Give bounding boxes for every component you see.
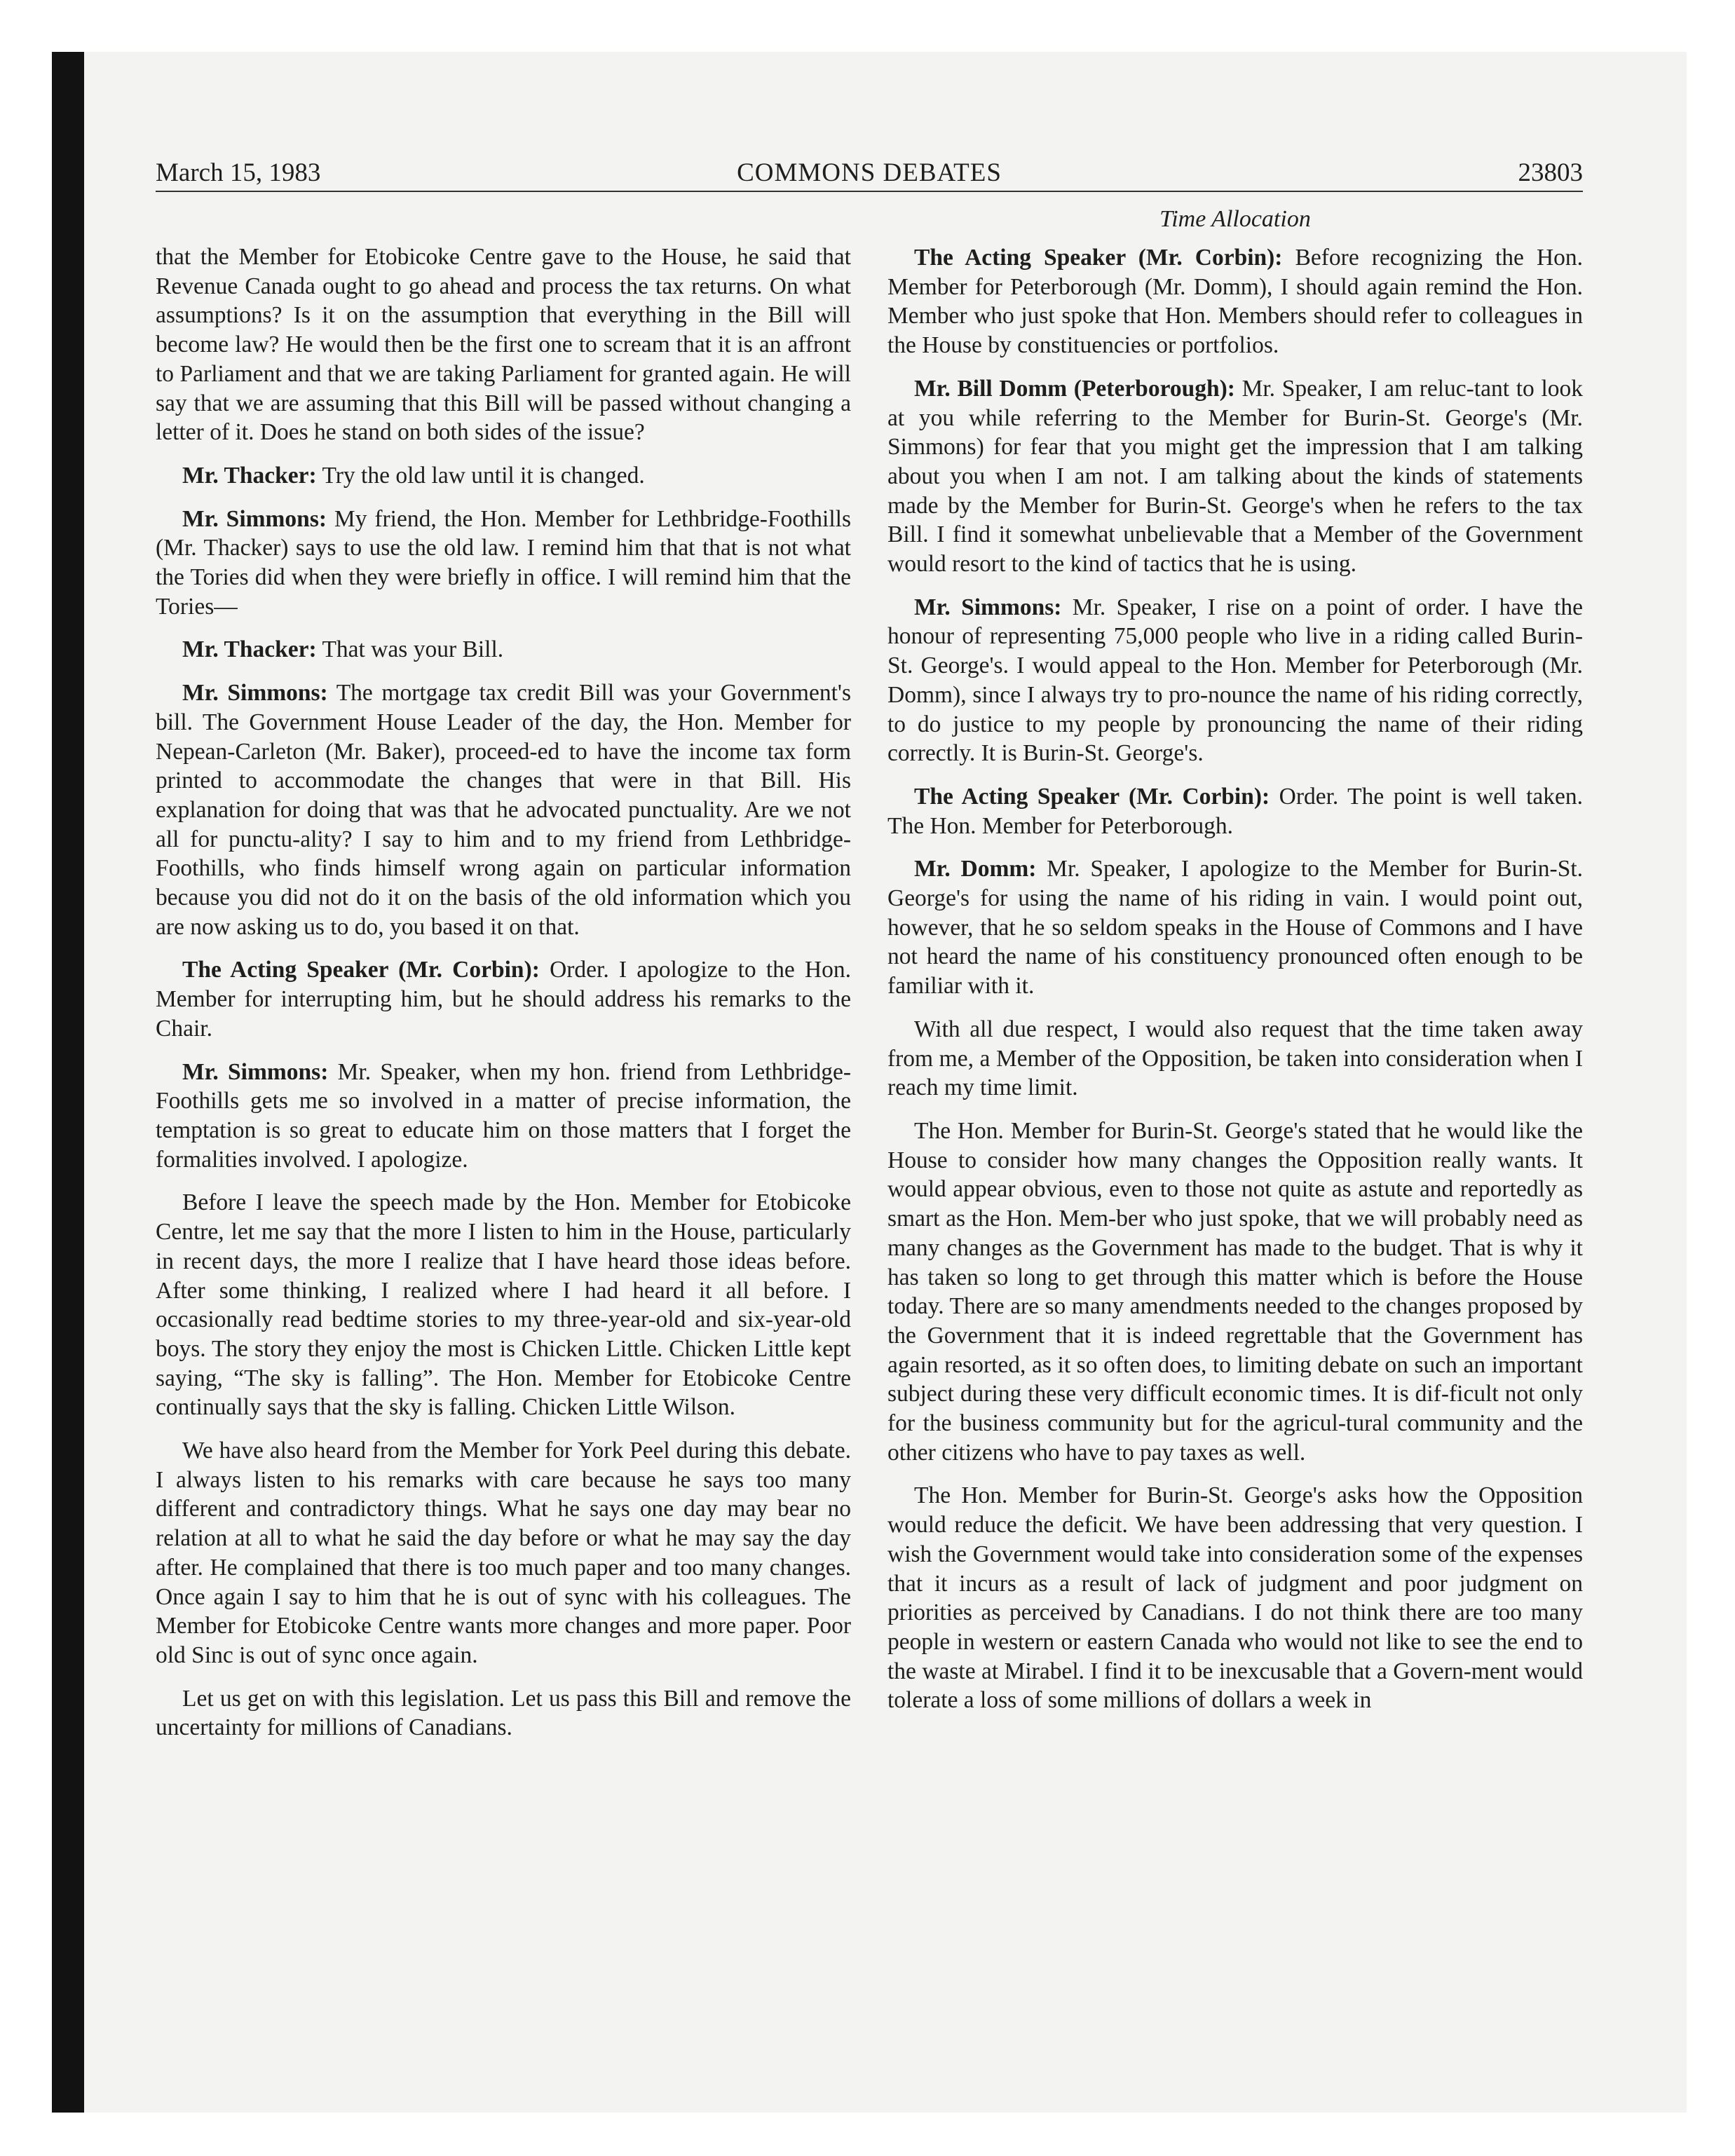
paragraph-text: The mortgage tax credit Bill was your Government's bill. The Government House Leader of the day, the Hon. Member for Nepean-Carleton (Mr. Baker), proceed-ed to have the income tax form printed to accommodate the changes that were in that Bill. His explanation for doing that was that he advocated punctuality. Are we not all for punctu-ality? I say to him and to my friend from Lethbridge-Foothills, who finds himself wrong again on particular information because you did not do it on the basis of the old information which you are now asking us to do, you based it on that.: [156, 680, 851, 940]
paragraph: [887, 854, 1583, 1001]
speaker-name: The Acting Speaker (Mr. Corbin):: [914, 245, 1283, 271]
paragraph-text: Mr. Speaker, I rise on a point of order. I have the honour of representing 75,000 people who live in a riding called Burin-St. George's. I would appeal to the Hon. Member for Peterborough (Mr. Domm), since I always try to pro-nounce the name of his riding correctly, to do justice to my people by pronouncing the name of their riding correctly. It is Burin-St. George's.: [887, 594, 1584, 767]
paragraph: [156, 955, 851, 1043]
speaker-name: Mr. Domm:: [914, 856, 1037, 882]
paragraph-text: Mr. Speaker, when my hon. friend from Lethbridge-Foothills gets me so involved in a matter of precise information, the temptation is so great to educate him on those matters that I forget the formalities involved. I apologize.: [156, 1058, 851, 1173]
paragraph-text: With all due respect, I would also request that the time taken away from me, a Member of the Opposition, be taken into consideration when I reach my time limit.: [887, 1016, 1583, 1101]
paragraph-text: Order. I apologize to the Hon. Member for interrupting him, but he should address his remarks to the Chair.: [156, 957, 852, 1042]
paragraph: [156, 635, 851, 664]
paragraph: [156, 243, 851, 447]
speaker-name: Mr. Simmons:: [914, 594, 1062, 620]
speaker-name: The Acting Speaker (Mr. Corbin):: [914, 783, 1270, 810]
paragraph-text: that the Member for Etobicoke Centre gave to the House, he said that Revenue Canada ought to go ahead and process the tax returns. On what assumptions? Is it on the assumption that everything in the Bill will become law? He would then be the first one to scream that it is an affront to Parliament and that we are taking Parliament for granted again. He will say that we are assuming that this Bill will be passed without changing a letter of it. Does he stand on both sides of the issue?: [156, 244, 851, 446]
header-publication: COMMONS DEBATES: [737, 158, 1002, 187]
paragraph-text: The Hon. Member for Burin-St. George's stated that he would like the House to consider how many changes the Opposition really wants. It would appear obvious, even to those not quite as astute and reportedly as smart as the Hon. Mem-ber who just spoke, that we will probably need as many changes as the Government has made to the budget. That is why it has taken so long to get through this matter which is before the House today. There are so many amendments needed to the changes proposed by the Government that it is indeed regrettable that the Government has again resorted, as it so often does, to limiting debate on such an important subject during these very difficult economic times. It is dif-ficult not only for the business community but for the agricul-tural community and the other citizens who have to pay taxes as well.: [887, 1117, 1583, 1466]
page-header: [156, 156, 1583, 191]
speaker-name: Mr. Simmons:: [182, 1058, 329, 1085]
left-column: [156, 243, 851, 1756]
paragraph: [887, 593, 1583, 768]
paragraph-text: Try the old law until it is changed.: [322, 462, 645, 489]
paragraph-text: Mr. Speaker, I apologize to the Member for Burin-St. George's for using the name of his riding in vain. I would point out, however, that he so seldom speaks in the House of Commons and I have not heard the name of his constituency pronounced often enough to be familiar with it.: [887, 856, 1584, 999]
right-column-wrap: [887, 205, 1583, 1729]
paragraph: [156, 1058, 851, 1175]
paragraph-text: Let us get on with this legislation. Let us pass this Bill and remove the uncertainty for millions of Canadians.: [156, 1685, 851, 1741]
paragraph-text: Before I leave the speech made by the Hon. Member for Etobicoke Centre, let me say that the more I listen to him in the House, particularly in recent days, the more I realize that I have heard those ideas before. After some thinking, I realized where I had heard it all before. I occasionally read bedtime stories to my three-year-old and six-year-old boys. The story they enjoy the most is Chicken Little. Chicken Little kept saying, “The sky is falling”. The Hon. Member for Etobicoke Centre continually says that the sky is falling. Chicken Little Wilson.: [156, 1189, 851, 1421]
paragraph: [887, 374, 1583, 579]
header-rule: [156, 191, 1583, 192]
paragraph: [156, 1188, 851, 1422]
right-column: [887, 243, 1583, 1715]
section-title: Time Allocation: [1159, 206, 1311, 232]
paragraph: [887, 243, 1583, 360]
paragraph-text: Before recognizing the Hon. Member for Peterborough (Mr. Domm), I should again remind the Hon. Member who just spoke that Hon. Members should refer to colleagues in the House by constituencies or portfolios.: [887, 245, 1584, 359]
paragraph: [156, 678, 851, 941]
scan-edge: [52, 52, 84, 2113]
header-page-number: 23803: [1518, 158, 1583, 187]
speaker-name: Mr. Thacker:: [182, 636, 317, 663]
paragraph-text: We have also heard from the Member for York Peel during this debate. I always listen to his remarks with care because he says too many different and contradictory things. What he says one day may bear no relation at all to what he said the day before or what he may say the day after. He complained that there is too much paper and too many changes. Once again I say to him that he is out of sync with his colleagues. The Member for Etobicoke Centre wants more changes and more paper. Poor old Sinc is out of sync once again.: [156, 1438, 851, 1668]
paragraph: [887, 1117, 1583, 1467]
paragraph-text: The Hon. Member for Burin-St. George's asks how the Opposition would reduce the deficit. We have been addressing that very question. I wish the Government would take into consideration some of the expenses that it incurs as a result of lack of judgment and poor judgment on priorities as perceived by Canadians. I do not think there are too many people in western or eastern Canada who would not like to see the end to the waste at Mirabel. I find it to be inexcusable that a Govern-ment would tolerate a loss of some millions of dollars a week in: [887, 1482, 1583, 1714]
speaker-name: Mr. Thacker:: [182, 462, 317, 489]
paragraph-text: That was your Bill.: [322, 636, 504, 663]
paragraph: [156, 505, 851, 622]
paragraph-text: My friend, the Hon. Member for Lethbridge-Foothills (Mr. Thacker) says to use the old law. I remind him that that is not what the Tories did when they were briefly in office. I will remind him that the Tories—: [156, 505, 852, 620]
paragraph-text: Order. The point is well taken. The Hon. Member for Peterborough.: [887, 783, 1584, 839]
paragraph: [156, 1684, 851, 1742]
paragraph: [887, 782, 1583, 840]
header-date: March 15, 1983: [156, 158, 321, 187]
paragraph: [887, 1481, 1583, 1715]
paragraph: [887, 1015, 1583, 1103]
speaker-name: Mr. Simmons:: [182, 680, 328, 707]
paragraph: [156, 1436, 851, 1670]
paragraph: [156, 461, 851, 491]
paragraph-text: Mr. Speaker, I am reluc-tant to look at you while referring to the Member for Burin-St. George's (Mr. Simmons) for fear that you might get the impression that I am talking about you when I am not. I am talking about the kinds of statements made by the Member for Burin-St. George's when he refers to the tax Bill. I find it somewhat unbelievable that a Member of the Government would resort to the kind of tactics that he is using.: [887, 375, 1583, 578]
speaker-name: Mr. Simmons:: [182, 505, 327, 532]
speaker-name: Mr. Bill Domm (Peterborough):: [914, 375, 1235, 402]
speaker-name: The Acting Speaker (Mr. Corbin):: [182, 957, 540, 983]
